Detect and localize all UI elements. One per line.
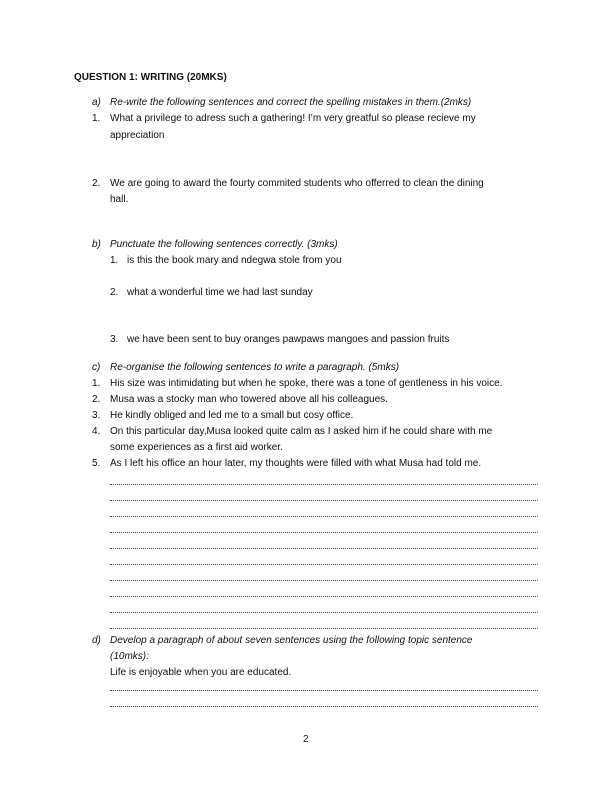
a-item-number: 1. bbox=[92, 113, 101, 124]
section-d-marks: (10mks): bbox=[110, 651, 149, 662]
topic-sentence: Life is enjoyable when you are educated. bbox=[110, 667, 292, 678]
b-item-number: 1. bbox=[110, 255, 119, 266]
c-item-text: On this particular day,Musa looked quite calm as I asked him if he could share with me bbox=[110, 426, 493, 437]
b-item-text: we have been sent to buy oranges pawpaws mangoes and passion fruits bbox=[127, 334, 450, 345]
section-d-label: d) bbox=[92, 635, 101, 646]
a-item-text: What a privilege to adress such a gathering! I’m very greatful so please recieve my bbox=[110, 113, 476, 124]
b-item-text: what a wonderful time we had last sunday bbox=[127, 287, 313, 298]
answer-line[interactable] bbox=[110, 500, 538, 501]
answer-line[interactable] bbox=[110, 690, 538, 691]
answer-line[interactable] bbox=[110, 612, 538, 613]
c-item-text: His size was intimidating but when he spoke, there was a tone of gentleness in his voice. bbox=[110, 378, 503, 389]
c-item-number: 4. bbox=[92, 426, 101, 437]
section-a-instruction: Re-write the following sentences and correct the spelling mistakes in them.(2mks) bbox=[110, 97, 472, 108]
c-item-text: As I left his office an hour later, my thoughts were filled with what Musa had told me. bbox=[110, 458, 482, 469]
section-b-label: b) bbox=[92, 239, 101, 250]
c-item-number: 3. bbox=[92, 410, 101, 421]
answer-line[interactable] bbox=[110, 548, 538, 549]
question-title: QUESTION 1: WRITING (20MKS) bbox=[74, 72, 227, 83]
page-number: 2 bbox=[303, 734, 309, 745]
a-item-text: appreciation bbox=[110, 130, 165, 141]
answer-line[interactable] bbox=[110, 596, 538, 597]
c-item-number: 1. bbox=[92, 378, 101, 389]
section-c-instruction: Re-organise the following sentences to write a paragraph. (5mks) bbox=[110, 362, 400, 373]
a-item-number: 2. bbox=[92, 178, 101, 189]
c-item-text: some experiences as a first aid worker. bbox=[110, 442, 283, 453]
c-item-number: 5. bbox=[92, 458, 101, 469]
section-c-label: c) bbox=[92, 362, 101, 373]
b-item-number: 3. bbox=[110, 334, 119, 345]
section-d-instruction: Develop a paragraph of about seven sentences using the following topic sentence bbox=[110, 635, 473, 646]
b-item-number: 2. bbox=[110, 287, 119, 298]
section-a-label: a) bbox=[92, 97, 101, 108]
section-b-instruction: Punctuate the following sentences correctly. (3mks) bbox=[110, 239, 338, 250]
answer-line[interactable] bbox=[110, 484, 538, 485]
c-item-text: He kindly obliged and led me to a small but cosy office. bbox=[110, 410, 354, 421]
answer-line[interactable] bbox=[110, 580, 538, 581]
b-item-text: is this the book mary and ndegwa stole from you bbox=[127, 255, 342, 266]
a-item-text: We are going to award the fourty commited students who offerred to clean the dining bbox=[110, 178, 484, 189]
answer-line[interactable] bbox=[110, 706, 538, 707]
answer-line[interactable] bbox=[110, 516, 538, 517]
answer-line[interactable] bbox=[110, 628, 538, 629]
answer-line[interactable] bbox=[110, 532, 538, 533]
c-item-number: 2. bbox=[92, 394, 101, 405]
c-item-text: Musa was a stocky man who towered above all his colleagues. bbox=[110, 394, 388, 405]
a-item-text: hall. bbox=[110, 194, 129, 205]
answer-line[interactable] bbox=[110, 564, 538, 565]
